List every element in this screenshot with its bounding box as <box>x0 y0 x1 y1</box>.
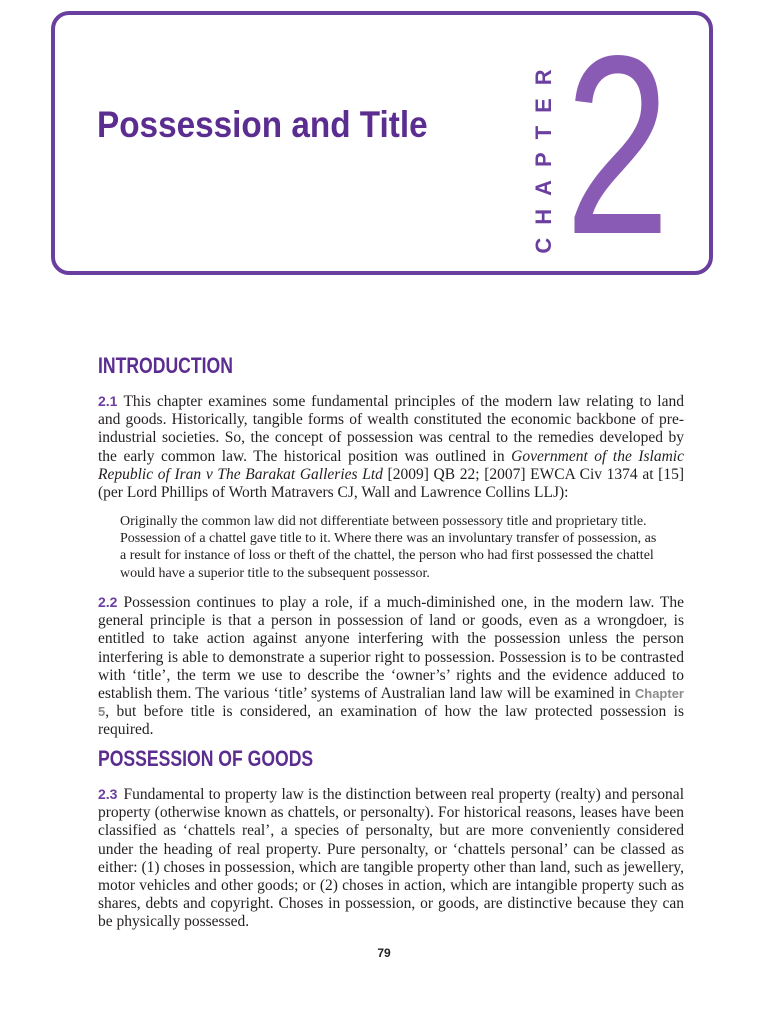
paragraph-text: Fundamental to property law is the distinction between real property (realty) and personal property (otherwise known as chattels, or personalty). For historical reasons, leases have been classified as ‘chattels real’, a species of personalty, but are more conveniently considered under the heading of real property. Pure personalty, or ‘chattels personal’ can be classed as either: (1) choses in possession, which are tangible property other than land, such as jewellery, motor vehicles and other goods; or (2) choses in action, which are intangible property such as shares, debts and copyright. Choses in possession, or goods, are distinctive because they can be physically possessed. <box>98 786 684 931</box>
paragraph-number: 2.3 <box>98 786 118 802</box>
section-heading-introduction: INTRODUCTION <box>98 353 233 378</box>
paragraph-number: 2.2 <box>98 594 118 610</box>
chapter-cross-reference-link[interactable]: Chapter 5 <box>98 686 684 720</box>
chapter-number: 2 <box>565 3 670 288</box>
paragraph-2-2 <box>98 593 684 740</box>
chapter-title: Possession and Title <box>97 104 428 145</box>
paragraph-text: Possession continues to play a role, if a much-diminished one, in the modern law. The general principle is that a person in possession of land or goods, even as a wrongdoer, is entitled to take action against anyone interfering with the possession unless the person interfering is able to demonstrate a superior right to possession. Possession is to be contrasted with ‘title’, the term we use to describe the ‘owner’s’ rights and the evidence adduced to establish them. The various ‘title’ systems of Australian land law will be examined in <box>98 594 684 703</box>
paragraph-2-1 <box>98 392 684 502</box>
paragraph-text: , but before title is considered, an examination of how the law protected possession is required. <box>98 703 684 739</box>
paragraph-text: [2009] QB 22; [2007] EWCA Civ 1374 at [15] (per Lord Phillips of Worth Matravers CJ, Wall and Lawrence Collins LLJ): <box>98 465 684 502</box>
block-quote: Originally the common law did not differentiate between possessory title and proprietary title. Possession of a chattel gave title to it. Where there was an involuntary transfer of possession, as a result for instance of loss or theft of the chattel, the person who had first possessed the chattel would have a superior title to the subsequent possessor. <box>120 514 657 581</box>
paragraph-2-3 <box>98 785 684 932</box>
page-number: 79 <box>377 946 391 960</box>
paragraph-number: 2.1 <box>98 393 118 409</box>
chapter-label: CHAPTER <box>531 56 556 254</box>
section-heading-possession-of-goods: POSSESSION OF GOODS <box>98 746 314 771</box>
paragraph-text: This chapter examines some fundamental principles of the modern law relating to land and goods. Historically, tangible forms of wealth constituted the economic backbone of pre-industrial societies. So, the concept of possession was central to the remedies developed by the early common law. The historical position was outlined in <box>98 393 684 465</box>
case-citation: Government of the Islamic Republic of Iran v The Barakat Galleries Ltd <box>98 447 684 483</box>
